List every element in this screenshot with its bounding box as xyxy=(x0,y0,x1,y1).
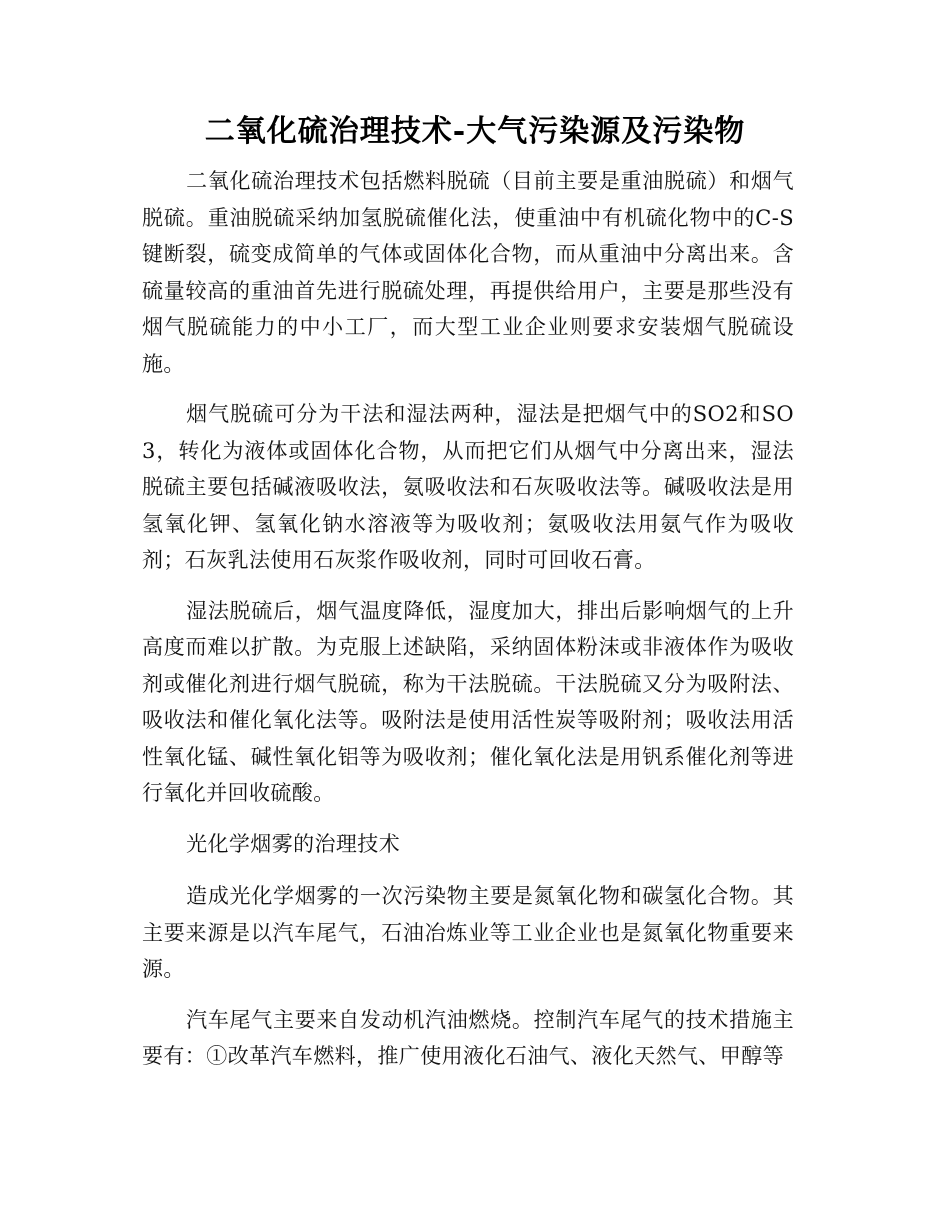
document-title: 二氧化硫治理技术-大气污染源及污染物 xyxy=(204,114,746,149)
paragraph-smog-sources: 造成光化学烟雾的一次污染物主要是氮氧化物和碳氢化合物。其主要来源是以汽车尾气，石油冶炼业等工业企业也是氮氧化物重要来源。 xyxy=(142,884,794,981)
paragraph-flue-gas-desulfurization: 烟气脱硫可分为干法和湿法两种，湿法是把烟气中的SO2和SO3，转化为液体或固体化合物，从而把它们从烟气中分离出来，湿法脱硫主要包括碱液吸收法，氨吸收法和石灰吸收法等。碱吸收法是用氢氧化钾、氢氧化钠水溶液等为吸收剂；氨吸收法用氨气作为吸收剂；石灰乳法使用石灰浆作吸收剂，同时可回收石膏。 xyxy=(142,402,794,572)
document-body xyxy=(142,163,794,1089)
paragraph-desulfurization-overview: 二氧化硫治理技术包括燃料脱硫（目前主要是重油脱硫）和烟气脱硫。重油脱硫采纳加氢脱硫催化法，使重油中有机硫化物中的C-S键断裂，硫变成简单的气体或固体化合物，而从重油中分离出来。含硫量较高的重油首先进行脱硫处理，再提供给用户，主要是那些没有烟气脱硫能力的中小工厂，而大型工业企业则要求安装烟气脱硫设施。 xyxy=(142,169,794,376)
paragraph-vehicle-exhaust: 汽车尾气主要来自发动机汽油燃烧。控制汽车尾气的技术措施主要有：①改革汽车燃料，推广使用液化石油气、液化天然气、甲醇等 xyxy=(142,1007,794,1068)
section-heading-photochemical-smog: 光化学烟雾的治理技术 xyxy=(186,831,401,856)
paragraph-dry-desulfurization: 湿法脱硫后，烟气温度降低，湿度加大，排出后影响烟气的上升高度而难以扩散。为克服上述缺陷，采纳固体粉沫或非液体作为吸收剂或催化剂进行烟气脱硫，称为干法脱硫。干法脱硫又分为吸附法、吸收法和催化氧化法等。吸附法是使用活性炭等吸附剂；吸收法用活性氧化锰、碱性氧化铝等为吸收剂；催化氧化法是用钒系催化剂等进行氧化并回收硫酸。 xyxy=(142,598,794,805)
